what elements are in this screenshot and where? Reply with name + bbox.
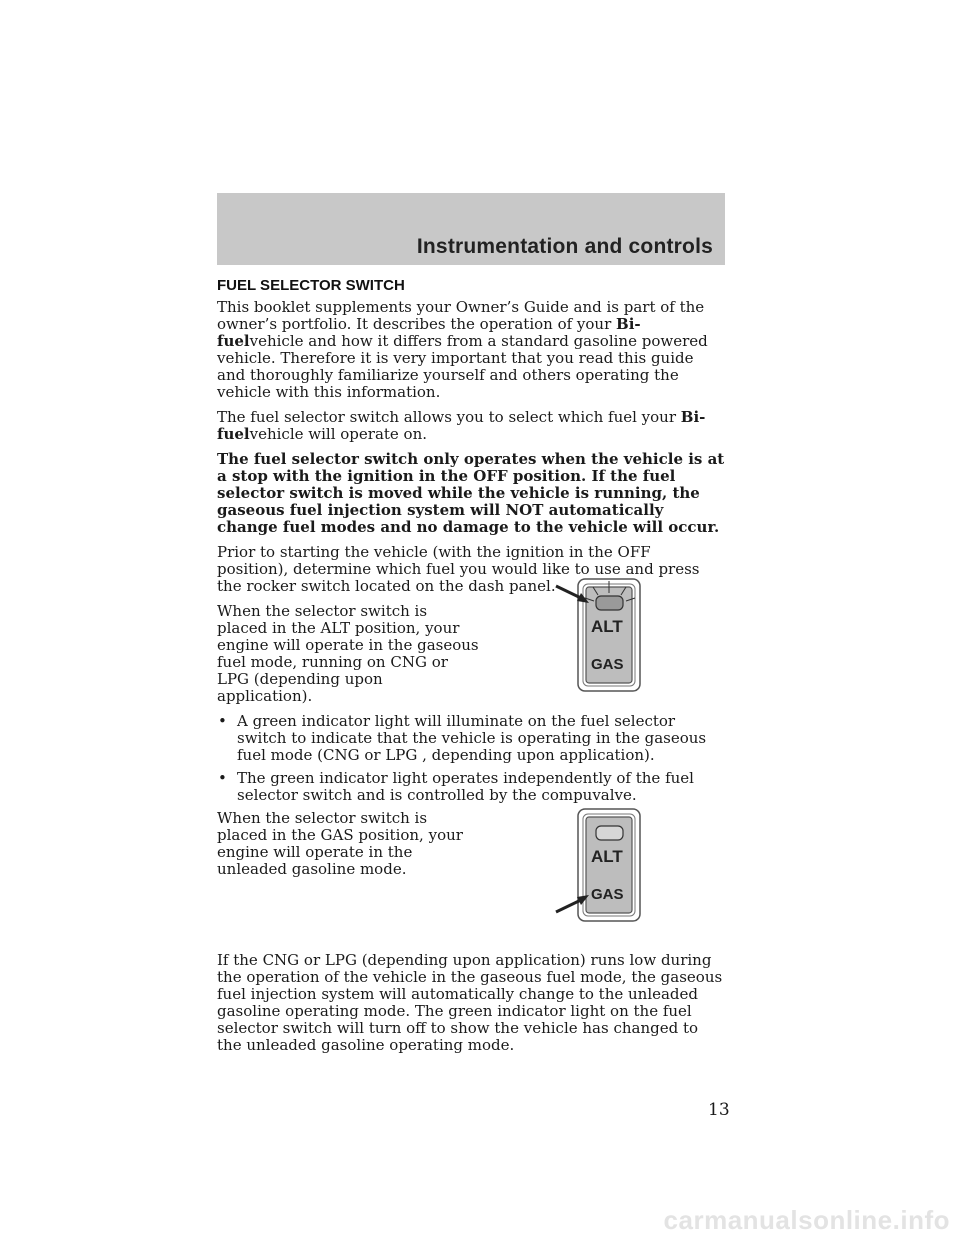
alt-switch-illustration [553, 576, 653, 696]
alt-position-block [217, 603, 725, 804]
switch-alt-label: ALT [591, 617, 623, 636]
switch-gas-label: GAS [591, 886, 624, 903]
gas-position-block [217, 809, 725, 903]
bullet-icon: • [218, 769, 227, 787]
header-band [217, 193, 725, 265]
page-content [217, 277, 725, 1062]
bullet-icon: • [218, 712, 227, 730]
bi-fuel-term: Bi-fuel [217, 315, 641, 350]
gas-switch-illustration [553, 806, 653, 926]
prior-to-starting-paragraph: Prior to starting the vehicle (with the ignition in the OFF position), determine which fuel you would like to use and press the rocker switch located on the dash panel. [217, 543, 700, 595]
intro-paragraph: This booklet supplements your Owner’s Guide and is part of the owner’s portfolio. It describes the operation of your Bi-fuelvehicle and how it differs from a standard gasoline powered vehicle. Therefore it is very important that you read this guide and thoroughly familiarize yourself and others operating the vehicle with this information. [217, 298, 708, 401]
list-item: • A green indicator light will illuminate on the fuel selector switch to indicate that the vehicle is operating in the gaseous fuel mode (CNG or LPG , depending upon application). [218, 712, 707, 764]
bi-fuel-term: Bi-fuel [217, 408, 706, 443]
gas-position-paragraph: When the selector switch is placed in the GAS position, your engine will operate in the unleaded gasoline mode. [217, 809, 463, 878]
indicator-bullet-list [217, 713, 725, 804]
section-heading: FUEL SELECTOR SWITCH [217, 277, 405, 294]
low-fuel-paragraph: If the CNG or LPG (depending upon application) runs low during the operation of the vehicle in the gaseous fuel mode, the gaseous fuel injection system will automatically change to the unleaded gasoline operating mode. The green indicator light on the fuel selector switch will turn off to show the vehicle has changed to the unleaded gasoline operating mode. [217, 951, 723, 1054]
section-title: Instrumentation and controls [416, 235, 713, 258]
alt-position-paragraph: When the selector switch is placed in the ALT position, your engine will operate in the gaseous fuel mode, running on CNG or LPG (depending upon application). [217, 602, 479, 705]
warning-paragraph: The fuel selector switch only operates when the vehicle is at a stop with the ignition in the OFF position. If the fuel selector switch is moved while the vehicle is running, the gaseous fuel injection system will NOT automatically change fuel modes and no damage to the vehicle will occur. [217, 450, 725, 536]
page-number: 13 [708, 1100, 730, 1120]
switch-gas-label: GAS [591, 656, 624, 673]
selector-purpose-paragraph: The fuel selector switch allows you to select which fuel your Bi-fuelvehicle will operate on. [217, 408, 706, 443]
switch-alt-label: ALT [591, 847, 623, 866]
list-item: • The green indicator light operates independently of the fuel selector switch and is controlled by the compuvalve. [218, 769, 694, 804]
watermark: carmanualsonline.info [663, 1205, 950, 1235]
